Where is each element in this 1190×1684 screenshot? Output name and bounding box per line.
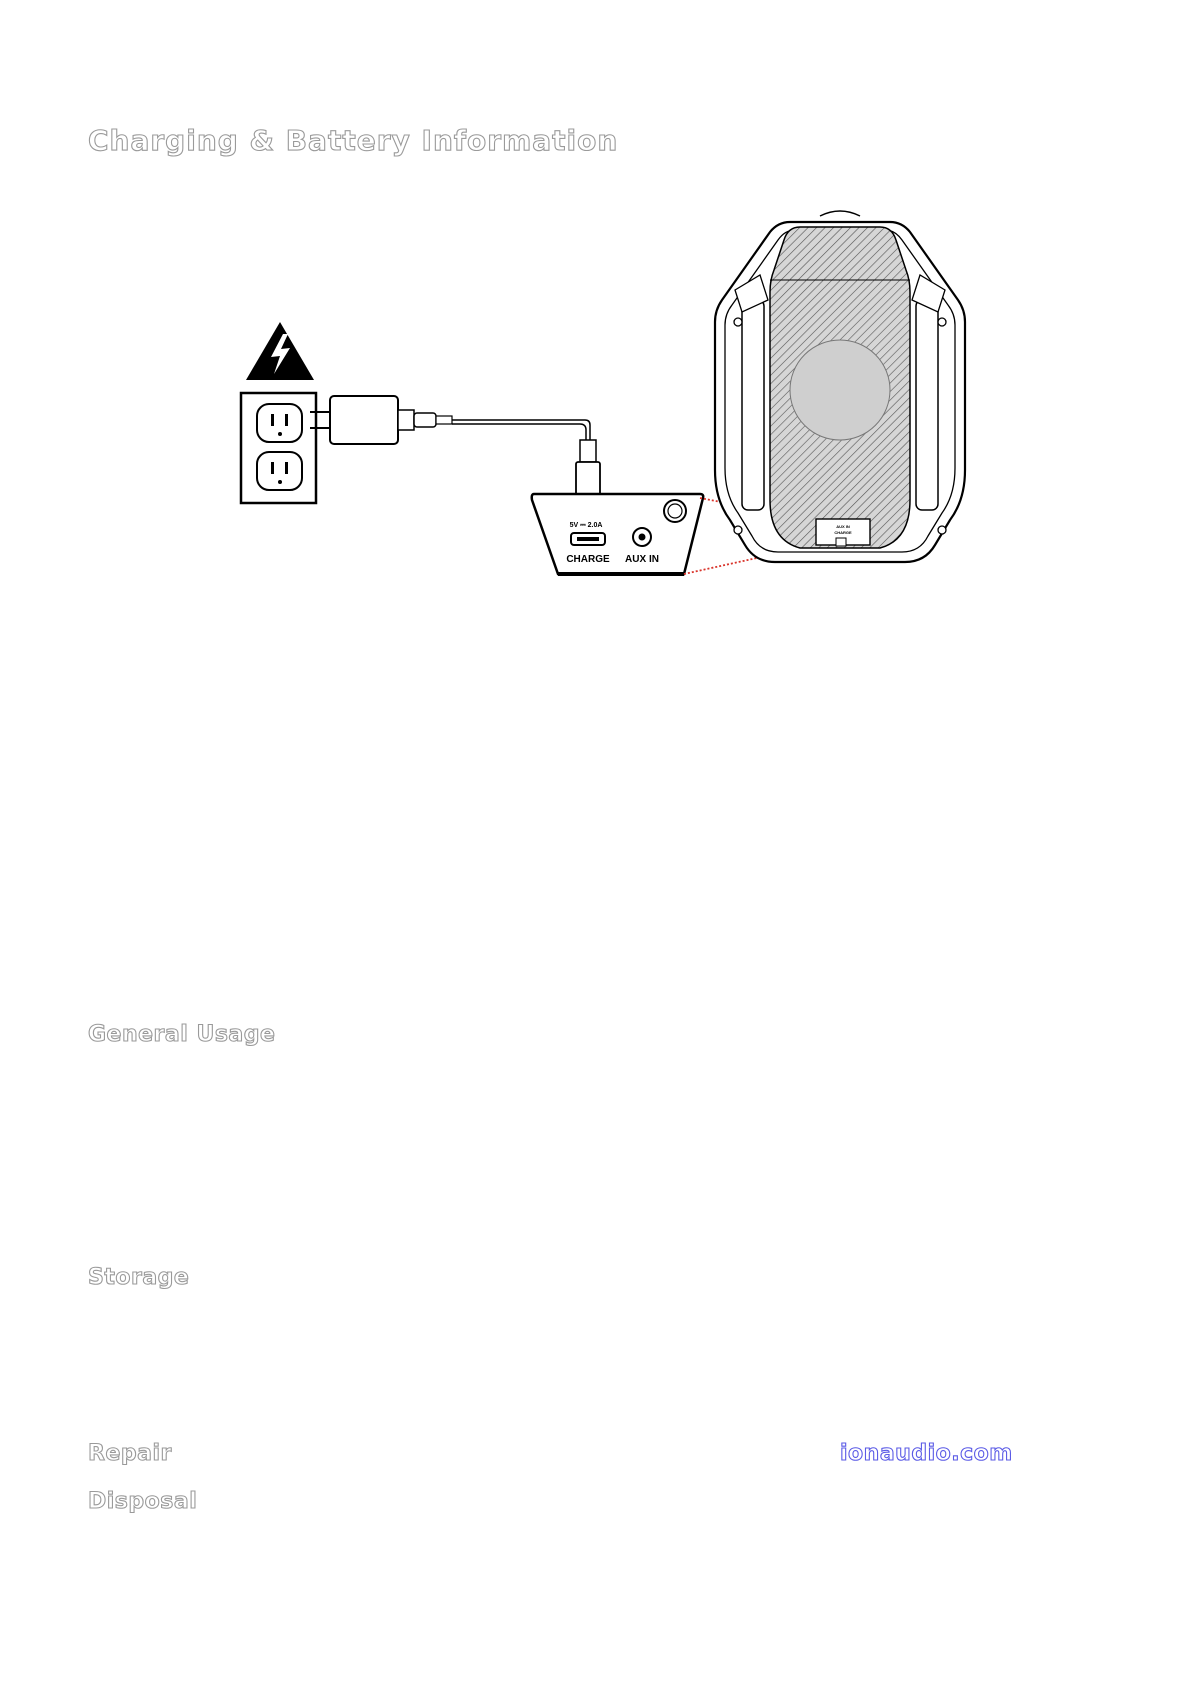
usb-cable [452,420,590,440]
charging-diagram [0,0,1190,600]
svg-text:CHARGE: CHARGE [834,530,852,535]
section-title-general-usage: General Usage [88,1022,276,1047]
wall-outlet [241,393,316,503]
speaker-illustration [715,211,965,562]
electric-hazard-icon [246,322,314,380]
section-title-storage: Storage [88,1265,190,1290]
speaker-driver [790,340,890,440]
power-adapter [310,396,452,444]
port-panel-closeup [532,494,703,574]
ionaudio-link[interactable]: ionaudio.com [840,1441,1013,1466]
section-title-repair: Repair [88,1441,172,1466]
svg-text:AUX IN: AUX IN [836,524,850,529]
aux-in-label: AUX IN [625,554,659,565]
charge-port-label: CHARGE [566,554,610,565]
section-title-disposal: Disposal [88,1489,198,1514]
section-title-charging: Charging & Battery Information [88,124,619,157]
rating-label: 5V ⎓ 2.0A [569,522,603,529]
